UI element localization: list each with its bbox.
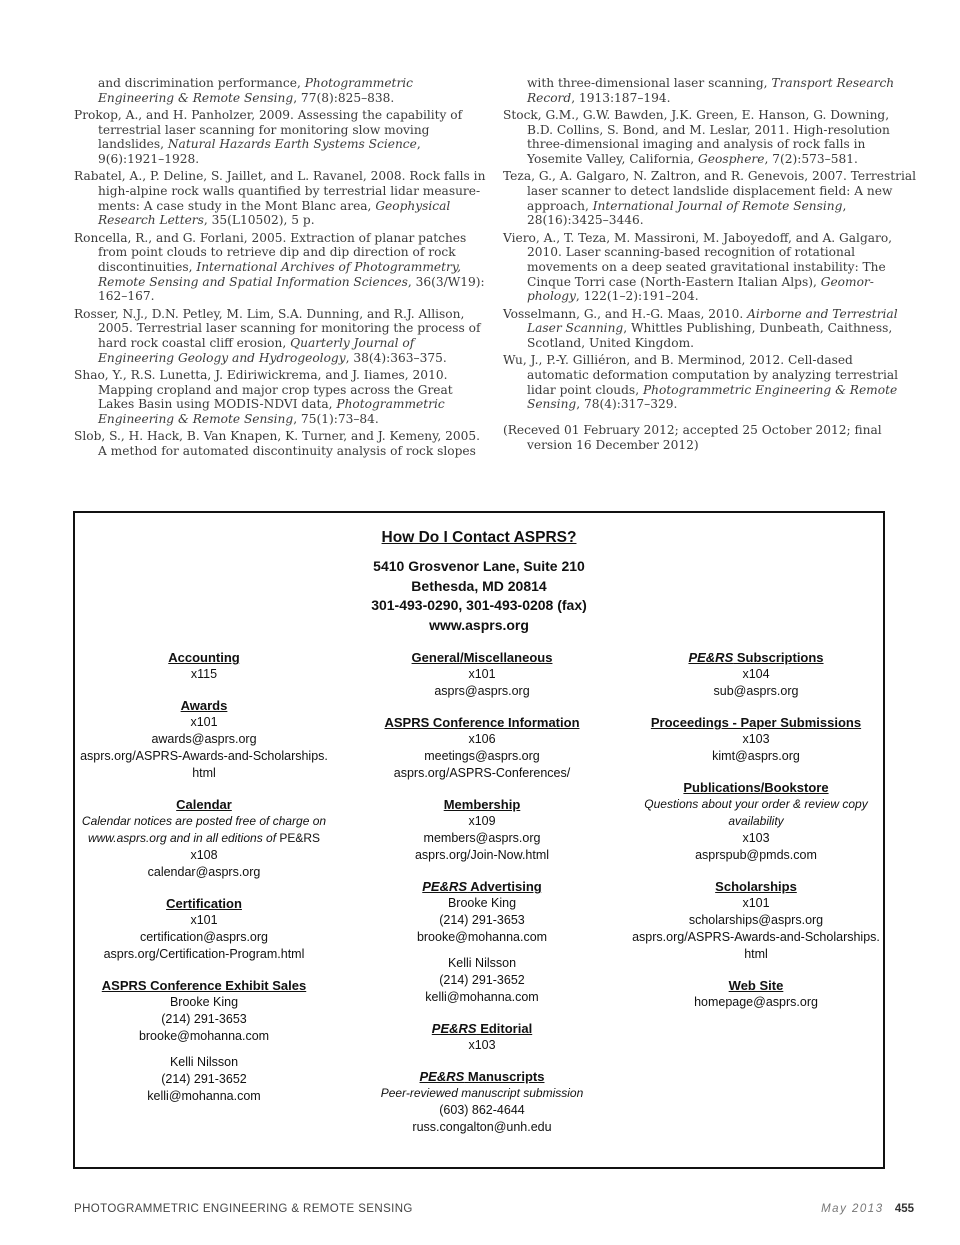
section-title [351, 796, 613, 813]
section-line: sub@asprs.org [713, 684, 799, 698]
contact-section [351, 714, 613, 782]
reference-details: , 9(6):1921–1928. [98, 137, 421, 167]
section-line: kimt@asprs.org [712, 749, 800, 763]
section-line: Kelli Nilsson [447, 956, 517, 970]
section-title [75, 697, 333, 714]
section-spacer [351, 946, 613, 955]
section-title-text: Publications/Bookstore [683, 780, 829, 795]
section-line: homepage@asprs.org [694, 995, 818, 1009]
reference-text: Vosselmann, G., and H.-G. Maas, 2010. [503, 306, 748, 321]
reference-details: , 75(1):73–84. [293, 411, 379, 426]
section-title [627, 878, 885, 895]
section-line: html [192, 766, 216, 780]
contact-box-title: How Do I Contact ASPRS? [381, 529, 577, 546]
reference-text: Stock, G.M., G.W. Bawden, J.K. Green, E. Hanson, G. Downing, B.D. Collins, S. Bond, and M. Leslar, 2011. High-resolution three-dimensional imaging and analysis of rock falls in Yosemite Valley, California, [503, 107, 890, 167]
contact-section [351, 796, 613, 864]
reference-text: Teza, G., A. Galgaro, N. Zaltron, and R. Genevois, 2007. Terrestrial laser scanner to detect landslide displacement field: A new approach, [503, 169, 917, 213]
section-line: html [744, 947, 768, 961]
section-line: asprs.org/Certification-Program.html [103, 947, 305, 961]
section-note-text: Peer-reviewed manuscript submission [380, 1086, 584, 1100]
reference-journal: Airborne and Terrestrial Laser Scanning [527, 306, 898, 336]
section-title-text: Proceedings - Paper Submissions [650, 715, 862, 730]
address-website: www.asprs.org [429, 616, 529, 633]
section-title-text: Subscriptions [733, 650, 824, 665]
reference-journal: Photogrammetric Engineering & Remote Sensing [98, 76, 413, 105]
reference-text: Rosser, N.J., D.N. Petley, M. Lim, S.A. Dunning, and R.J. Allison, 2005. Terrestrial laser scanning for monitoring the process of hard rock coastal cliff erosion, [74, 306, 481, 350]
section-note [627, 796, 885, 830]
footer-page-number: 455 [894, 1203, 914, 1215]
contact-section [627, 878, 885, 963]
reference-journal: Transport Research Record [527, 76, 895, 105]
reference-details: , 7(2):573–581. [764, 152, 858, 167]
reference-entry [503, 353, 917, 412]
section-title-journal: PE&RS [422, 879, 468, 894]
section-line: (214) 291-3653 [439, 913, 525, 927]
section-title-text: Accounting [168, 650, 240, 665]
section-line: calendar@asprs.org [147, 865, 261, 879]
section-note-journal: PE&RS [279, 831, 321, 845]
section-line: brooke@mohanna.com [138, 1029, 270, 1043]
section-title [627, 779, 885, 796]
contact-section [627, 649, 885, 700]
reference-details: , 35(L10502), 5 p. [203, 213, 315, 228]
section-title [627, 977, 885, 994]
address-street: 5410 Grosvenor Lane, Suite 210 [373, 558, 585, 574]
contact-column-3 [627, 649, 885, 1025]
section-title [351, 1068, 613, 1085]
section-line: x101 [468, 667, 496, 681]
section-title-text: Calendar [176, 797, 232, 812]
section-note-text: Questions about your order & review copy availability [644, 797, 868, 828]
reference-details: , 77(8):825–838. [293, 90, 395, 105]
section-title-text: ASPRS Conference Information [384, 715, 580, 730]
reference-text: Slob, S., H. Hack, B. Van Knapen, K. Turner, and J. Kemeny, 2005. A method for automated discontinuity analysis of rock slopes [74, 429, 481, 458]
reference-text: and discrimination performance, [98, 76, 305, 90]
contact-column-1 [75, 649, 333, 1119]
contact-section [627, 977, 885, 1011]
section-line: x103 [742, 732, 770, 746]
footer-issue-page [821, 1203, 914, 1215]
section-line: asprs.org/ASPRS-Conferences/ [393, 766, 571, 780]
reference-details: , 78(4):317–329. [576, 397, 678, 412]
section-title [351, 649, 613, 666]
reference-journal: Geomor- phology [527, 274, 874, 304]
reference-entry [503, 108, 917, 167]
section-title-text: Editorial [476, 1021, 533, 1036]
reference-journal: Photogrammetric Engineering & Remote Sensing [98, 397, 445, 426]
section-line: Brooke King [169, 995, 239, 1009]
section-line: russ.congalton@unh.edu [412, 1120, 552, 1134]
section-line: x109 [468, 814, 496, 828]
reference-journal: International Journal of Remote Sensing [592, 198, 843, 213]
references-left-column [74, 76, 486, 461]
contact-section [75, 697, 333, 782]
reference-journal: Photogrammetric Engineering & Remote Sensing [527, 382, 898, 412]
footer-journal-name: PHOTOGRAMMETRIC ENGINEERING & REMOTE SENSING [74, 1203, 413, 1215]
section-line: (603) 862-4644 [439, 1103, 525, 1117]
section-line: x104 [742, 667, 770, 681]
footer-issue: May 2013 [821, 1203, 884, 1215]
contact-section [351, 649, 613, 700]
contact-section [351, 878, 613, 1006]
section-line: Brooke King [447, 896, 517, 910]
reference-text: Wu, J., P.-Y. Gilliéron, and B. Merminod, 2012. Cell-dased automatic deformation computation by analyzing terrestrial lidar point clouds, [503, 353, 899, 397]
reference-journal: Geophysical Research Letters [98, 198, 451, 228]
section-title-text: Membership [443, 797, 521, 812]
section-line: x103 [468, 1038, 496, 1052]
address-phone-fax: 301-493-0290, 301-493-0208 (fax) [371, 597, 587, 613]
section-line: asprspub@pmds.com [695, 848, 817, 862]
contact-section [75, 649, 333, 683]
section-line: (214) 291-3653 [161, 1012, 247, 1026]
section-spacer [75, 1045, 333, 1054]
section-line: asprs.org/ASPRS-Awards-and-Scholarships. [632, 930, 880, 944]
section-line: kelli@mohanna.com [425, 990, 539, 1004]
section-line: certification@asprs.org [139, 930, 268, 944]
contact-section [351, 1068, 613, 1136]
section-line: brooke@mohanna.com [416, 930, 548, 944]
reference-entry [503, 169, 917, 228]
reference-entry [74, 307, 486, 366]
section-title-text: Manuscripts [464, 1069, 545, 1084]
section-line: x108 [190, 848, 218, 862]
section-title-text: ASPRS Conference Exhibit Sales [101, 978, 307, 993]
section-line: asprs@asprs.org [434, 684, 530, 698]
contact-section [75, 796, 333, 881]
reference-entry [503, 231, 917, 305]
contact-section [627, 779, 885, 864]
section-line: awards@asprs.org [151, 732, 257, 746]
section-title [75, 895, 333, 912]
reference-text: Viero, A., T. Teza, M. Massironi, M. Jaboyedoff, and A. Galgaro, 2010. Laser scanning-based recognition of rotational movements on a deep seated gravitational instability: The Cinque Torri case (North-Eastern Italian Alps), [503, 230, 893, 289]
section-line: x101 [190, 913, 218, 927]
section-line: asprs.org/Join-Now.html [414, 848, 550, 862]
reference-journal: Quarterly Journal of Engineering Geology and Hydrogeology [98, 335, 415, 365]
section-title [627, 649, 885, 666]
section-line: meetings@asprs.org [424, 749, 540, 763]
section-title [351, 1020, 613, 1037]
reference-entry [503, 76, 917, 105]
contact-address [75, 557, 883, 635]
section-title-journal: PE&RS [419, 1069, 465, 1084]
reference-entry [74, 368, 486, 427]
reference-text: Shao, Y., R.S. Lunetta, J. Ediriwickrema, and J. Iiames, 2010. Mapping cropland and major crop types across the Great Lakes Basin using MODIS-NDVI data, [74, 367, 453, 412]
section-line: x115 [190, 667, 218, 681]
section-title [75, 977, 333, 994]
section-title [627, 714, 885, 731]
reference-details: , 36(3/W19): 162–167. [98, 274, 485, 304]
section-title [351, 714, 613, 731]
reference-details: , 38(4):363–375. [345, 350, 447, 365]
reference-text: Prokop, A., and H. Panholzer, 2009. Assessing the capability of terrestrial laser scanning for monitoring slow moving landslides, [74, 107, 463, 152]
section-line: x101 [190, 715, 218, 729]
received-note: (Receved 01 February 2012; accepted 25 October 2012; final version 16 December 2012) [503, 422, 882, 452]
section-title-text: General/Miscellaneous [411, 650, 553, 665]
section-title [351, 878, 613, 895]
section-title-journal: PE&RS [431, 1021, 477, 1036]
section-title-text: Awards [180, 698, 228, 713]
section-line: members@asprs.org [423, 831, 541, 845]
reference-text: with three-dimensional laser scanning, [527, 76, 772, 90]
section-title-text: Certification [166, 896, 242, 911]
section-title [75, 649, 333, 666]
reference-details: , 1913:187–194. [571, 90, 671, 105]
reference-entry [503, 307, 917, 351]
section-line: kelli@mohanna.com [147, 1089, 261, 1103]
section-line: (214) 291-3652 [161, 1072, 247, 1086]
contact-column-2 [351, 649, 613, 1150]
contact-section [627, 714, 885, 765]
reference-entry [74, 76, 486, 105]
section-note [75, 813, 333, 847]
reference-journal: Natural Hazards Earth Systems Science [167, 137, 417, 152]
contact-section [75, 895, 333, 963]
section-line: (214) 291-3652 [439, 973, 525, 987]
reference-entry [74, 169, 486, 228]
reference-details: , Whittles Publishing, Dunbeath, Caithness, Scotland, United Kingdom. [527, 321, 893, 350]
section-line: scholarships@asprs.org [688, 913, 824, 927]
reference-journal: Geosphere [698, 152, 765, 167]
section-title-text: Scholarships [715, 879, 797, 894]
section-line: x103 [742, 831, 770, 845]
section-line: x106 [468, 732, 496, 746]
reference-entry [74, 429, 486, 458]
reference-journal: International Archives of Photogrammetry, Remote Sensing and Spatial Information Sciences [98, 259, 461, 289]
reference-text: Roncella, R., and G. Forlani, 2005. Extraction of planar patches from point clouds to retrieve dip and dip direction of rock discontinuities, [74, 230, 467, 274]
section-line: asprs.org/ASPRS-Awards-and-Scholarships. [80, 749, 328, 763]
reference-text: Rabatel, A., P. Deline, S. Jaillet, and L. Ravanel, 2008. Rock falls in high-alpine rock walls quantified by terrestrial lidar measure- ments: A case study in the Mont Blanc area, [74, 169, 486, 213]
contact-asprs-box [73, 511, 885, 1169]
section-note-text: Calendar notices are posted free of charge on www.asprs.org and in all editions of [81, 814, 327, 845]
contact-section [75, 977, 333, 1105]
contact-section [351, 1020, 613, 1054]
address-city: Bethesda, MD 20814 [411, 577, 547, 594]
section-title [75, 796, 333, 813]
section-title-text: Advertising [467, 879, 542, 894]
reference-entry [74, 231, 486, 305]
references-right-column [503, 76, 917, 452]
section-line: Kelli Nilsson [169, 1055, 239, 1069]
section-line: x101 [742, 896, 770, 910]
reference-details: , 122(1–2):191–204. [575, 289, 699, 304]
reference-details: , 28(16):3425–3446. [527, 198, 847, 228]
section-title-text: Web Site [728, 978, 784, 993]
section-note [351, 1085, 613, 1102]
section-title-journal: PE&RS [688, 650, 734, 665]
reference-entry [74, 108, 486, 167]
